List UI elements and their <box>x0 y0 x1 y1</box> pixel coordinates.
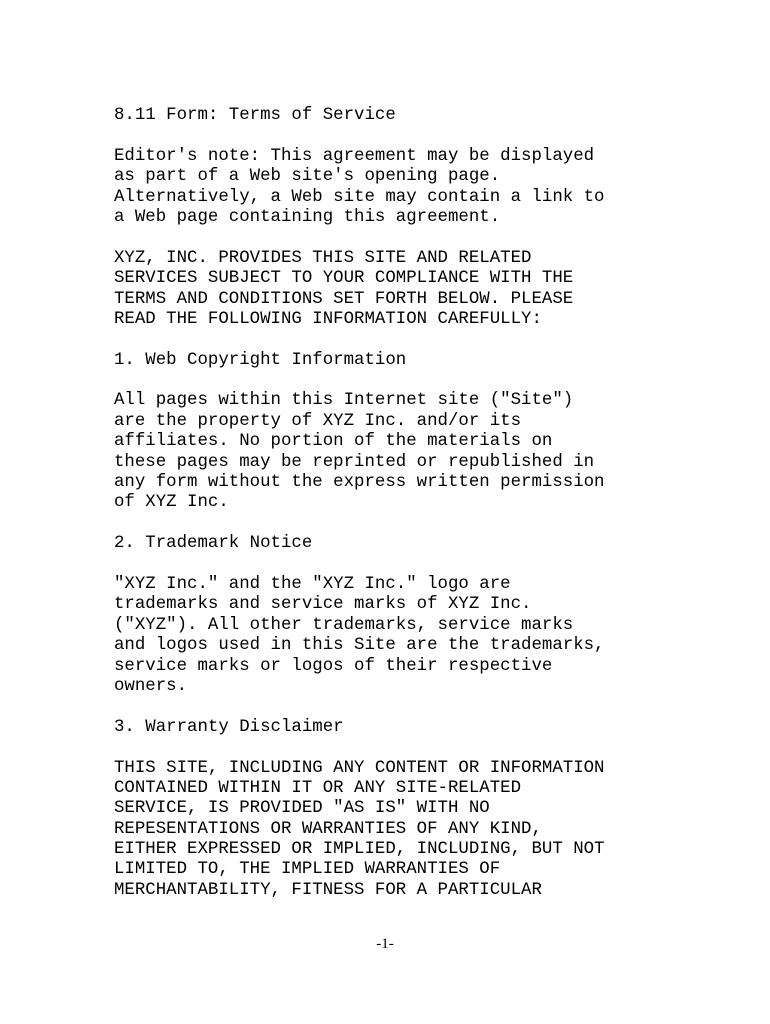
paragraph-list <box>114 147 674 901</box>
section-3-body <box>114 759 674 902</box>
text-line: Alternatively, a Web site may contain a link to <box>114 187 605 207</box>
text-line: All pages within this Internet site ("Site") <box>114 391 574 411</box>
text-line: 3. Warranty Disclaimer <box>114 717 344 737</box>
text-line: 1. Web Copyright Information <box>114 350 407 370</box>
document-body <box>114 106 674 922</box>
text-line: service marks or logos of their respective <box>114 656 553 676</box>
text-line: Editor's note: This agreement may be displayed <box>114 146 595 166</box>
document-heading <box>114 106 674 126</box>
text-line: owners. <box>114 676 188 696</box>
text-line: of XYZ Inc. <box>114 493 229 513</box>
text-line: LIMITED TO, THE IMPLIED WARRANTIES OF <box>114 860 501 880</box>
section-1-body <box>114 391 674 513</box>
text-line: EITHER EXPRESSED OR IMPLIED, INCLUDING, BUT NOT <box>114 840 605 860</box>
text-line: are the property of XYZ Inc. and/or its <box>114 411 522 431</box>
editors-note <box>114 147 674 229</box>
text-line: SERVICES SUBJECT TO YOUR COMPLIANCE WITH THE <box>114 269 574 289</box>
text-line: MERCHANTABILITY, FITNESS FOR A PARTICULAR <box>114 880 542 900</box>
section-2-body <box>114 575 674 697</box>
text-line: TERMS AND CONDITIONS SET FORTH BELOW. PLEASE <box>114 289 574 309</box>
text-line: as part of a Web site's opening page. <box>114 167 501 187</box>
text-line: a Web page containing this agreement. <box>114 207 501 227</box>
text-line: these pages may be reprinted or republished in <box>114 452 595 472</box>
text-line: THIS SITE, INCLUDING ANY CONTENT OR INFORMATION <box>114 758 605 778</box>
text-line: CONTAINED WITHIN IT OR ANY SITE-RELATED <box>114 778 522 798</box>
section-2-heading <box>114 534 674 554</box>
text-line: 2. Trademark Notice <box>114 534 313 554</box>
text-line: any form without the express written permission <box>114 473 605 493</box>
text-line: READ THE FOLLOWING INFORMATION CAREFULLY: <box>114 309 542 329</box>
section-1-heading <box>114 351 674 371</box>
text-line: and logos used in this Site are the trademarks, <box>114 636 605 656</box>
text-line: ("XYZ"). All other trademarks, service marks <box>114 615 574 635</box>
text-line: "XYZ Inc." and the "XYZ Inc." logo are <box>114 574 511 594</box>
text-line: REPESENTATIONS OR WARRANTIES OF ANY KIND, <box>114 819 542 839</box>
text-line: trademarks and service marks of XYZ Inc. <box>114 595 532 615</box>
page-number: -1- <box>376 936 394 952</box>
text-line: affiliates. No portion of the materials on <box>114 432 553 452</box>
intro-notice <box>114 249 674 331</box>
heading-text: 8.11 Form: Terms of Service <box>114 106 396 125</box>
section-3-heading <box>114 718 674 738</box>
text-line: XYZ, INC. PROVIDES THIS SITE AND RELATED <box>114 248 532 268</box>
text-line: SERVICE, IS PROVIDED "AS IS" WITH NO <box>114 799 490 819</box>
